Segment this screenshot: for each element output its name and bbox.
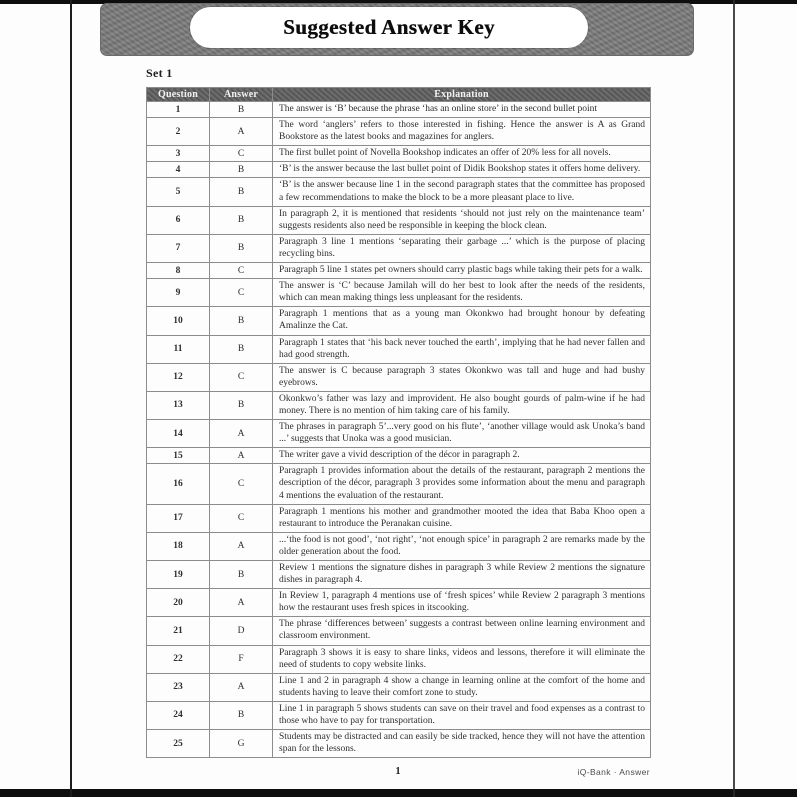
answer-table-body: [147, 102, 651, 758]
explanation-cell: ...‘the food is not good’, ‘not right’, ‘not enough spice’ in paragraph 2 are remarks made by the older generation about the food.: [273, 532, 651, 560]
table-row: [147, 589, 651, 617]
column-header-question: Question: [147, 88, 210, 102]
question-cell: 8: [147, 263, 210, 279]
answer-cell: A: [210, 589, 273, 617]
explanation-cell: The first bullet point of Novella Bookshop indicates an offer of 20% less for all novels.: [273, 146, 651, 162]
answer-cell: C: [210, 464, 273, 504]
question-cell: 13: [147, 391, 210, 419]
answer-cell: C: [210, 146, 273, 162]
answer-cell: B: [210, 162, 273, 178]
explanation-cell: Paragraph 3 line 1 mentions ‘separating their garbage ...’ which is the purpose of placing recycling bins.: [273, 234, 651, 262]
question-cell: 14: [147, 420, 210, 448]
explanation-cell: Paragraph 1 provides information about the details of the restaurant, paragraph 2 mentions the description of the décor, paragraph 3 provides some information about the menu and paragraph 4 mentions the evaluation of the restaurant.: [273, 464, 651, 504]
question-cell: 9: [147, 279, 210, 307]
question-cell: 21: [147, 617, 210, 645]
answer-cell: A: [210, 448, 273, 464]
question-cell: 3: [147, 146, 210, 162]
answer-cell: A: [210, 118, 273, 146]
answer-cell: B: [210, 178, 273, 206]
question-cell: 19: [147, 561, 210, 589]
table-row: [147, 464, 651, 504]
table-row: [147, 420, 651, 448]
explanation-cell: The phrase ‘differences between’ suggests a contrast between online learning environment and classroom environment.: [273, 617, 651, 645]
question-cell: 24: [147, 701, 210, 729]
table-row: [147, 561, 651, 589]
table-row: [147, 645, 651, 673]
explanation-cell: Line 1 and 2 in paragraph 4 show a change in learning online at the comfort of the home and students having to leave their comfort zone to study.: [273, 673, 651, 701]
question-cell: 11: [147, 335, 210, 363]
answer-cell: C: [210, 504, 273, 532]
answer-key-table-wrapper: [146, 87, 650, 758]
explanation-cell: Line 1 in paragraph 5 shows students can save on their travel and food expenses as a contrast to those who have to pay for transportation.: [273, 701, 651, 729]
answer-cell: B: [210, 307, 273, 335]
explanation-cell: In paragraph 2, it is mentioned that residents ‘should not just rely on the maintenance team’ suggests residents also need be responsible in keeping the block clean.: [273, 206, 651, 234]
answer-cell: B: [210, 234, 273, 262]
answer-cell: A: [210, 420, 273, 448]
table-row: [147, 178, 651, 206]
answer-cell: C: [210, 279, 273, 307]
explanation-cell: Review 1 mentions the signature dishes in paragraph 3 while Review 2 mentions the signature dishes in paragraph 4.: [273, 561, 651, 589]
answer-cell: A: [210, 532, 273, 560]
table-row: [147, 206, 651, 234]
explanation-cell: Paragraph 5 line 1 states pet owners should carry plastic bags while taking their pets for a walk.: [273, 263, 651, 279]
table-row: [147, 363, 651, 391]
answer-cell: G: [210, 730, 273, 758]
table-header-row: [147, 88, 651, 102]
question-cell: 7: [147, 234, 210, 262]
page-title: Suggested Answer Key: [283, 15, 495, 39]
answer-cell: B: [210, 391, 273, 419]
explanation-cell: The phrases in paragraph 5’...very good on his flute’, ‘another village would ask Unoka’s band ...’ suggests that Unoka was a good musician.: [273, 420, 651, 448]
table-row: [147, 448, 651, 464]
answer-key-table: [146, 87, 651, 758]
table-row: [147, 146, 651, 162]
answer-cell: B: [210, 561, 273, 589]
explanation-cell: Paragraph 1 states that ‘his back never touched the earth’, implying that he had never fallen and had good strength.: [273, 335, 651, 363]
question-cell: 22: [147, 645, 210, 673]
explanation-cell: Okonkwo’s father was lazy and improvident. He also bought gourds of palm-wine if he had money. There is no mention of him taking care of his family.: [273, 391, 651, 419]
footer-brand: iQ-Bank · Answer: [577, 767, 650, 777]
table-row: [147, 118, 651, 146]
table-row: [147, 162, 651, 178]
table-row: [147, 617, 651, 645]
scan-edge-right: [733, 0, 735, 797]
answer-cell: A: [210, 673, 273, 701]
explanation-cell: Paragraph 3 shows it is easy to share links, videos and lessons, therefore it will eliminate the need of students to copy website links.: [273, 645, 651, 673]
title-pill: [190, 7, 588, 48]
table-row: [147, 532, 651, 560]
question-cell: 17: [147, 504, 210, 532]
question-cell: 15: [147, 448, 210, 464]
question-cell: 16: [147, 464, 210, 504]
table-row: [147, 335, 651, 363]
explanation-cell: The answer is C because paragraph 3 states Okonkwo was tall and huge and had bushy eyebrows.: [273, 363, 651, 391]
answer-cell: F: [210, 645, 273, 673]
answer-cell: B: [210, 206, 273, 234]
scan-edge-left: [70, 0, 72, 797]
question-cell: 6: [147, 206, 210, 234]
title-banner: [100, 3, 694, 56]
explanation-cell: ‘B’ is the answer because line 1 in the second paragraph states that the committee has proposed a few recommendations to make the block to be a more pleasant place to live.: [273, 178, 651, 206]
table-row: [147, 673, 651, 701]
page-footer: [146, 766, 650, 782]
question-cell: 2: [147, 118, 210, 146]
answer-cell: D: [210, 617, 273, 645]
answer-cell: B: [210, 701, 273, 729]
explanation-cell: Paragraph 1 mentions his mother and grandmother mooted the idea that Baba Khoo open a restaurant to introduce the Peranakan cuisine.: [273, 504, 651, 532]
question-cell: 20: [147, 589, 210, 617]
question-cell: 23: [147, 673, 210, 701]
explanation-cell: Students may be distracted and can easily be side tracked, hence they will not have the attention span for the lessons.: [273, 730, 651, 758]
column-header-explanation: Explanation: [273, 88, 651, 102]
explanation-cell: In Review 1, paragraph 4 mentions use of ‘fresh spices’ while Review 2 paragraph 3 mentions how the restaurant uses fresh spices in itscooking.: [273, 589, 651, 617]
answer-cell: B: [210, 335, 273, 363]
table-row: [147, 102, 651, 118]
explanation-cell: ‘B’ is the answer because the last bullet point of Didik Bookshop states it offers home delivery.: [273, 162, 651, 178]
explanation-cell: The word ‘anglers’ refers to those interested in fishing. Hence the answer is A as Grand Bookstore as the latest books and magazines for anglers.: [273, 118, 651, 146]
table-row: [147, 263, 651, 279]
question-cell: 5: [147, 178, 210, 206]
explanation-cell: The answer is ‘C’ because Jamilah will do her best to look after the needs of the residents, which can mean making things less unpleasant for the residents.: [273, 279, 651, 307]
table-row: [147, 504, 651, 532]
answer-cell: B: [210, 102, 273, 118]
question-cell: 10: [147, 307, 210, 335]
answer-cell: C: [210, 363, 273, 391]
table-row: [147, 730, 651, 758]
answer-cell: C: [210, 263, 273, 279]
explanation-cell: The answer is ‘B’ because the phrase ‘has an online store’ in the second bullet point: [273, 102, 651, 118]
set-label: Set 1: [146, 66, 173, 80]
explanation-cell: The writer gave a vivid description of the décor in paragraph 2.: [273, 448, 651, 464]
table-row: [147, 701, 651, 729]
table-row: [147, 279, 651, 307]
question-cell: 12: [147, 363, 210, 391]
question-cell: 25: [147, 730, 210, 758]
page-number: 1: [395, 766, 401, 777]
table-row: [147, 307, 651, 335]
table-row: [147, 391, 651, 419]
scan-edge-bottom: [0, 789, 797, 797]
question-cell: 18: [147, 532, 210, 560]
question-cell: 4: [147, 162, 210, 178]
table-row: [147, 234, 651, 262]
explanation-cell: Paragraph 1 mentions that as a young man Okonkwo had brought honour by defeating Amalinze the Cat.: [273, 307, 651, 335]
question-cell: 1: [147, 102, 210, 118]
column-header-answer: Answer: [210, 88, 273, 102]
